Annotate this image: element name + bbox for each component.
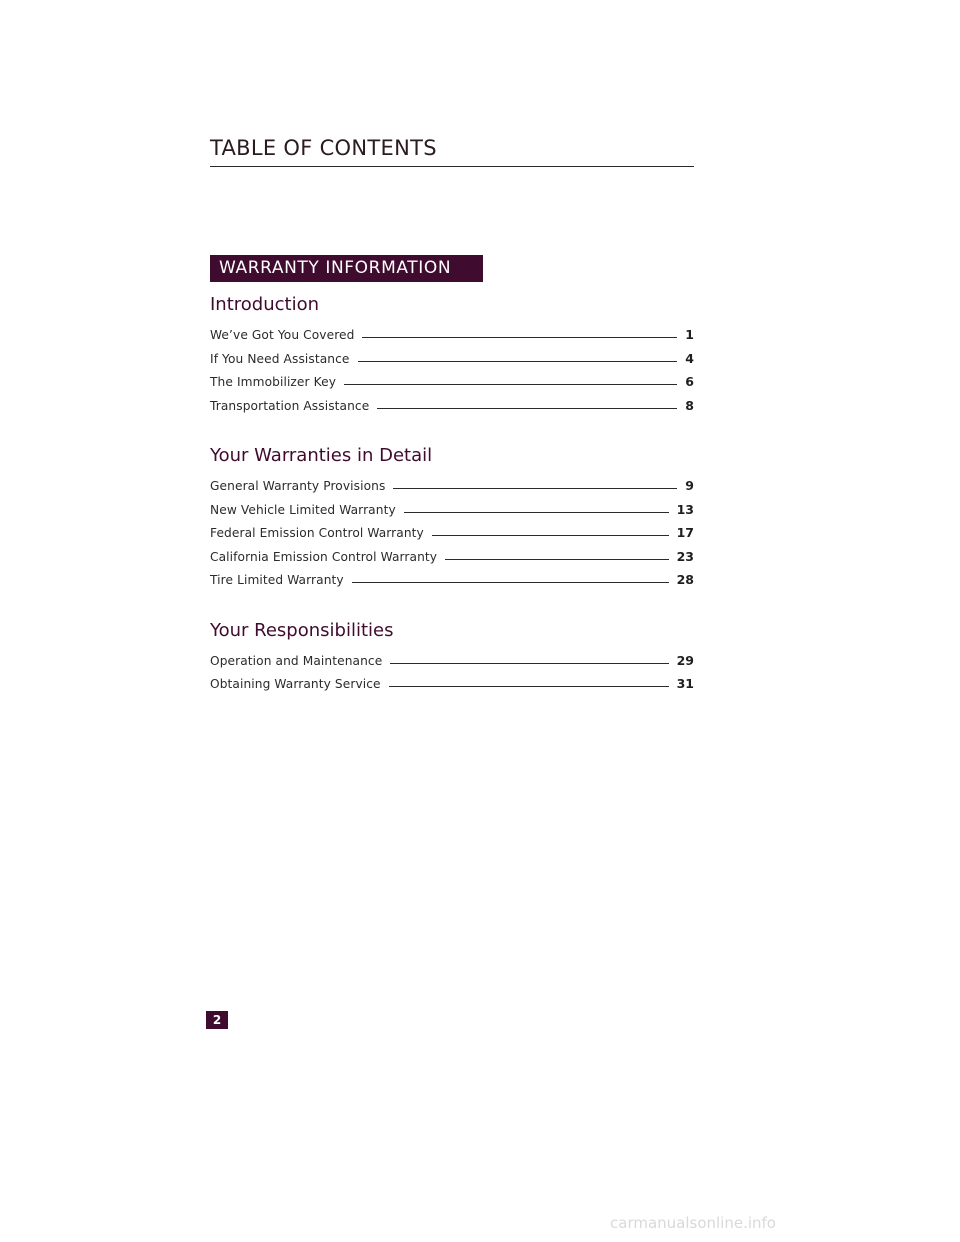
toc-leader-line [390,663,668,664]
toc-entry-label: Transportation Assistance [210,399,370,413]
toc-entry-page: 1 [685,327,694,342]
toc-leader-line [352,582,669,583]
toc-entry-label: The Immobilizer Key [210,375,337,389]
toc-entry-page: 28 [676,572,694,587]
toc-leader-line [344,384,677,385]
watermark-text: carmanualsonline.info [610,1214,776,1232]
toc-entry-page: 17 [676,525,694,540]
toc-entry[interactable] [210,673,694,691]
section-heading-introduction: Introduction [210,294,320,315]
toc-entry-label: New Vehicle Limited Warranty [210,503,396,517]
toc-leader-line [432,535,669,536]
toc-entry-page: 13 [676,502,694,517]
toc-entry-label: Obtaining Warranty Service [210,677,381,691]
toc-entry[interactable] [210,546,694,564]
toc-entry[interactable] [210,348,694,366]
toc-entry[interactable] [210,569,694,587]
toc-entry-page: 8 [685,398,694,413]
title-divider [210,166,694,167]
toc-entry-label: Federal Emission Control Warranty [210,526,424,540]
toc-entry-page: 23 [676,549,694,564]
toc-entry-label: If You Need Assistance [210,352,350,366]
toc-entry[interactable] [210,650,694,668]
toc-entry-page: 4 [685,351,694,366]
toc-entry[interactable] [210,475,694,493]
section-heading-responsibilities: Your Responsibilities [210,620,394,641]
toc-entry[interactable] [210,522,694,540]
toc-entry[interactable] [210,499,694,517]
toc-leader-line [358,361,678,362]
page-title: TABLE OF CONTENTS [210,136,437,160]
toc-entry[interactable] [210,324,694,342]
toc-leader-line [389,686,669,687]
toc-entry-label: California Emission Control Warranty [210,550,438,564]
section-banner: WARRANTY INFORMATION [210,255,483,282]
toc-entry-label: Tire Limited Warranty [210,573,344,587]
toc-entry-page: 31 [676,676,694,691]
toc-entry-label: General Warranty Provisions [210,479,386,493]
section-heading-warranties: Your Warranties in Detail [210,445,433,466]
toc-entry-label: Operation and Maintenance [210,654,383,668]
toc-leader-line [362,337,677,338]
page-number-badge: 2 [206,1011,228,1029]
toc-leader-line [393,488,677,489]
toc-entry-label: We’ve Got You Covered [210,328,355,342]
toc-entry-page: 29 [676,653,694,668]
toc-leader-line [404,512,669,513]
toc-entry-page: 6 [685,374,694,389]
toc-entry[interactable] [210,371,694,389]
toc-entry[interactable] [210,395,694,413]
toc-leader-line [377,408,677,409]
toc-entry-page: 9 [685,478,694,493]
toc-leader-line [445,559,668,560]
